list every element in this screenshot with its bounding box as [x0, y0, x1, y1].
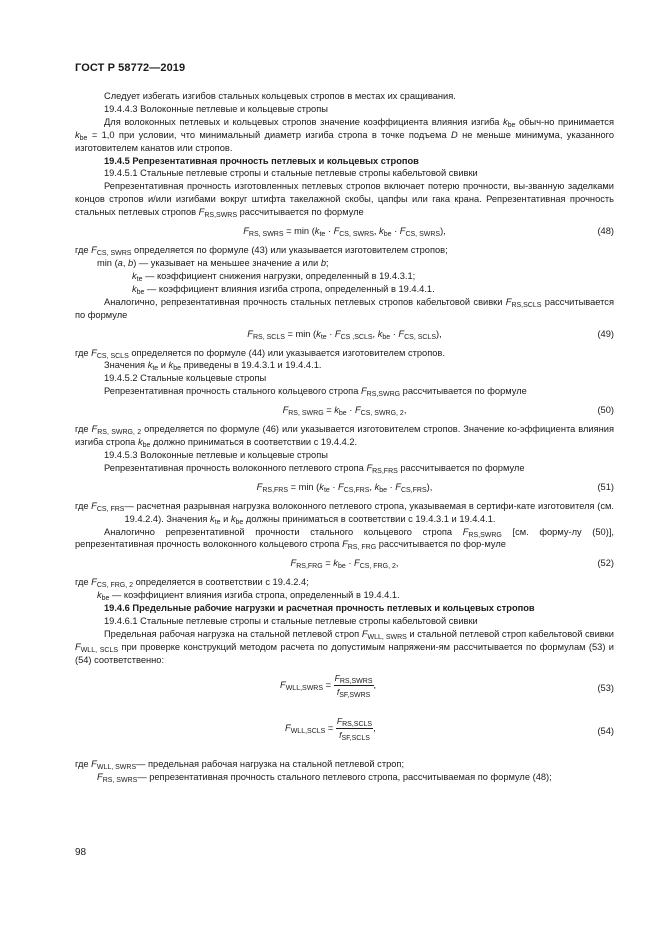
section-heading: 19.4.5 Репрезентативная прочность петлевых и кольцевых стропов: [104, 155, 419, 166]
where-clause: где $F_{CS, FRS}$ — расчетная разрывная нагрузка волоконного петлевого стропа, указываемая в сертифи-кате изготовителя (см. 19.4.2.4). Значения $k_{te}$ и $k_{be}$ должны приниматься в соответствии с 19.4.3.1 и 19.4.4.1.: [75, 500, 614, 526]
where-clause: где $F_{WLL, SWRS}$ — предельная рабочая нагрузка на стальной петлевой строп;: [75, 758, 405, 771]
subsection-heading: 19.4.6.1 Стальные петлевые стропы и стальные петлевые стропы кабельтовой свивки: [104, 616, 478, 627]
paragraph: Аналогично репрезентативной прочности стального кольцевого стропа $F_{RS,SWRG}$ [см. форму-лу (50)], репрезентативная прочность волоконного кольцевого стропа $F_{RS, FRG}$ рассчитывается по фор-муле: [75, 526, 614, 552]
where-clause: где $F_{CS, SCLS}$ определяется по формуле (44) или указывается изготовителем стропов.: [75, 347, 445, 360]
paragraph: Следует избегать изгибов стальных кольцевых стропов в местах их сращивания.: [104, 91, 456, 101]
where-clause: $F_{RS, SWRS}$ — репрезентативная прочность стального петлевого стропа, рассчитываемая по формуле (48);: [97, 771, 552, 784]
paragraph: Репрезентативная прочность изготовленных петлевых стропов включает потерю прочности, вы-званную заделками концов стропов и/или изгибами вокруг штифта такелажной скобы, цапфы или гака крана. Репрезентативная прочность стальных петлевых стропов $F_{RS,SWRS}$ рассчитывается по формуле: [75, 181, 614, 220]
subsection-heading: 19.4.5.1 Стальные петлевые стропы и стальные петлевые стропы кабельтовой свивки: [104, 168, 478, 179]
where-clause: $k_{be}$ — коэффициент влияния изгиба стропа, определенный в 19.4.4.1.: [132, 283, 435, 296]
where-clause: min (a, b) — указывает на меньшее значение a или b;: [97, 257, 329, 268]
equation-54: $F_{WLL,SCLS}$ = $\frac{F_{RS,SCLS}}{f_{SF,SCLS}}$ , (54): [285, 715, 614, 742]
equation-53: $F_{WLL,SWRS}$ = $\frac{F_{RS,SWRS}}{f_{SF,SWRS}}$ , (53): [280, 672, 614, 699]
document-header: ГОСТ Р 58772—2019: [75, 62, 186, 74]
section-heading: 19.4.6 Предельные рабочие нагрузки и расчетная прочность петлевых и кольцевых стропов: [104, 603, 535, 614]
equation-51: $F_{RS,FRS} = \min (k_{te} \cdot F_{CS,FRS}$, $k_{be} \cdot F_{CS,FRS}$), (51): [256, 481, 614, 494]
paragraph: Для волоконных петлевых и кольцевых стропов значение коэффициента влияния изгиба $k_{be}$ обыч-но принимается $k_{be} = 1,0$ при условии, что минимальный диаметр изгиба стропа в точке подъема D не меньше минимума, указанного изготовителем канатов или стропов.: [75, 116, 614, 153]
paragraph: Значения $k_{te}$ и $k_{be}$ приведены в 19.4.3.1 и 19.4.4.1.: [104, 360, 322, 373]
where-clause: $k_{be}$ — коэффициент влияния изгиба стропа, определенный в 19.4.4.1.: [97, 590, 400, 603]
paragraph: Аналогично, репрезентативная прочность стальных петлевых стропов кабельтовой свивки $F_{RS,SCLS}$ рассчитывается по формуле: [75, 296, 614, 320]
equation-48: $F_{RS, SWRS} = \min (k_{te} \cdot F_{CS, SWRS}$, $k_{be} \cdot F_{CS, SWRS}$), (48): [243, 226, 614, 239]
where-clause: $k_{te}$ — коэффициент снижения нагрузки, определенный в 19.4.3.1;: [132, 270, 416, 283]
document-body: [75, 90, 614, 784]
subsection-heading: 19.4.5.3 Волоконные петлевые и кольцевые стропы: [104, 449, 328, 460]
equation-50: $F_{RS, SWRG} = k_{be} \cdot F_{CS, SWRG, 2}$, (50): [282, 405, 614, 418]
paragraph: Репрезентативная прочность стального кольцевого стропа $F_{RS,SWRG}$ рассчитывается по формуле: [104, 386, 527, 399]
subsection-heading: 19.4.4.3 Волоконные петлевые и кольцевые стропы: [104, 103, 328, 114]
equation-52: $F_{RS,FRG} = k_{be} \cdot F_{CS, FRG, 2}$, (52): [290, 558, 614, 571]
where-clause: где $F_{CS, FRG, 2}$ определяется в соответствии с 19.4.2.4;: [75, 577, 309, 590]
paragraph: Репрезентативная прочность волоконного петлевого стропа $F_{RS,FRS}$ рассчитывается по формуле: [104, 462, 525, 475]
page-number: 98: [75, 847, 87, 858]
subsection-heading: 19.4.5.2 Стальные кольцевые стропы: [104, 373, 267, 384]
paragraph: Предельная рабочая нагрузка на стальной петлевой строп $F_{WLL, SWRS}$ и стальной петлевой строп кабельтовой свивки $F_{WLL, SCLS}$ при проверке конструкций методом расчета по допустимым напряжени-ям рассчитывается по формулам (53) и (54) соответственно:: [75, 629, 614, 665]
where-clause: где $F_{CS, SWRS}$ определяется по формуле (43) или указывается изготовителем стропов;: [75, 245, 448, 258]
where-clause: где $F_{RS, SWRG, 2}$ определяется по формуле (46) или указывается изготовителем стропов. Значение ко-эффициента влияния изгиба стропа $k_{be}$ должно приниматься в соответствии с 19.4.4.2.: [75, 424, 614, 450]
equation-49: $F_{RS, SCLS} = \min (k_{te} \cdot F_{CS ,SCLS}$, $k_{be} \cdot F_{CS, SCLS}$), (49): [247, 328, 614, 341]
